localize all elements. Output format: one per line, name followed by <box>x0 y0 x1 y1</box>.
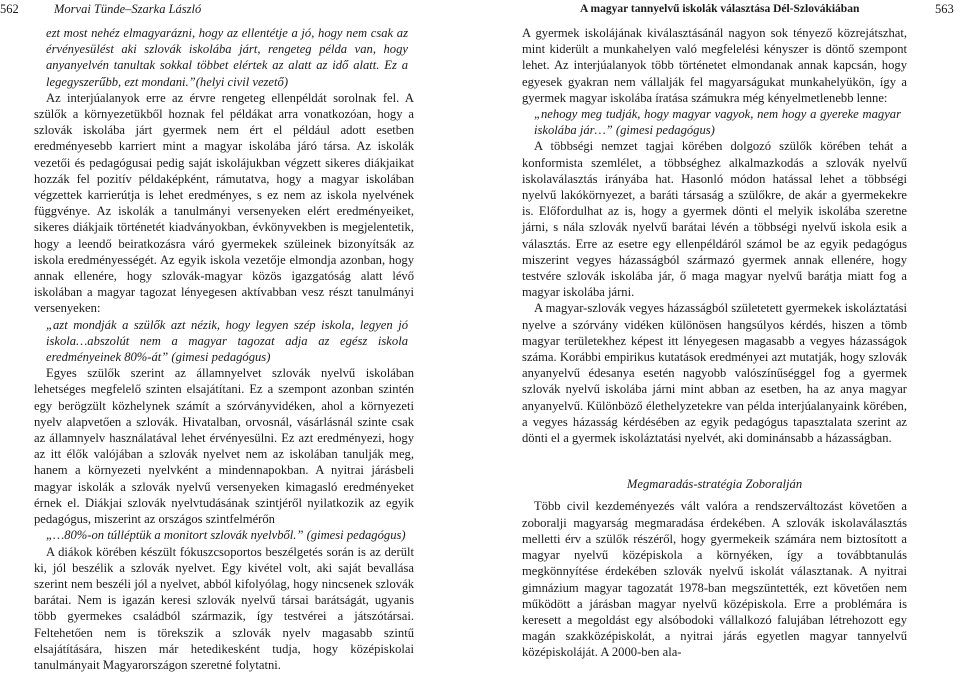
interview-quote: „…80%-on túlléptük a monitort szlovák nyelvből.” (gimesi pedagógus) <box>34 527 414 543</box>
paragraph: A gyermek iskolájának kiválasztásánál nagyon sok tényező közrejátszhat, mint kiderült a munkahelyen való megfelelési kényszer is döntő szempont lehet. Az interjúalanyok több történetet elmondanak annak kapcsán, hogy egyesek gyakran nem vállalják fel magyarságukat munkahelyükön, így a gyermek magyar iskolába íratása számukra még kényelmetlenebb lenne: <box>522 25 907 106</box>
left-text-column <box>34 25 414 673</box>
interview-quote: „nehogy meg tudják, hogy magyar vagyok, nem hogy a gyereke magyar iskolába jár…” (gimesi pedagógus) <box>522 106 907 138</box>
section-heading: Megmaradás-stratégia Zoboralján <box>522 476 907 492</box>
right-text-column <box>522 25 907 661</box>
paragraph: A diákok körében készült fókuszcsoportos beszélgetés során is az derült ki, jól beszélik a szlovák nyelvet. Egy kivétel volt, aki saját bevallása szerint nem beszéli jól a nyelvet, abból kifolyólag, hogy nincsenek szlovák barátai. Nem is igazán keresi szlovák nyelvű társai barátságát, ugyanis több gyermekes családból származik, így testvérei a játszótársai. Feltehetően nem is törekszik a szlovák nyelv magasabb szintű elsajátítására, hiszen már hetedikesként tudja, hogy középiskolai tanulmányait Magyarországon szeretné folytatni. <box>34 544 414 673</box>
paragraph: A magyar-szlovák vegyes házasságból születetett gyermekek iskoláztatási nyelve a szórvány vidéken különösen hangsúlyos kérdés, hiszen a tömb magyar területekhez képest itt lényegesen magasabb a vegyes házasságok száma. Korábbi empirikus kutatások eredményei azt mutatják, hogy szlovák anyanyelvű édesanya esetén nagyobb valószínűséggel fog a gyermek szlovák nyelvű iskolába járni mint abban az esetben, ha az anya magyar anyanyelvű. Különböző élethelyzetekre van példa interjúalanyaink körében, a vegyes házasság kérdésében az egyik pedagógus tapasztalata szerint az dönti el a gyermek iskoláztatási nyelvét, aki dominánsabb a házasságban. <box>522 300 907 446</box>
interview-quote: „azt mondják a szülők azt nézik, hogy legyen szép iskola, legyen jó iskola…abszolút nem a magyar tagozat adja az egész iskola eredményeinek 80%-át” (gimesi pedagógus) <box>34 317 414 366</box>
page-number: 563 <box>935 1 954 17</box>
paragraph: A többségi nemzet tagjai körében dolgozó szülők körében tehát a konformista szemlélet, a többséghez alkalmazkodás a szlovák nyelvű iskolaválasztás irányába hat. Hasonló módon hatással lehet a többségi nyelvű lakókörnyezet, a baráti társaság a szülőkre, de akár a gyermekekre is. Előfordulhat az is, hogy a gyermek dönti el melyik iskolába szeretne járni, s nála szlovák nyelvű barátai lévén a többségi nyelvű iskola esik a választás. Erre az esetre egy ellenpéldáról számol be az egyik pedagógus miszerint vegyes házasságból származó gyermek annak ellenére, hogy testvére szlovák iskolába jár, ő maga magyar nyelvű barátja miatt fog a magyar iskolába járni. <box>522 138 907 300</box>
running-head: A magyar tannyelvű iskolák választása Dél-Szlovákiában <box>580 1 859 17</box>
left-page <box>0 0 480 643</box>
paragraph: Az interjúalanyok erre az érvre rengeteg ellenpéldát sorolnak fel. A szülők a környezetükből hoznak fel példákat arra vonatkozóan, hogy a szlovák iskolába járt gyermek nem ért el például adott esetben eredményesebb karriert mint a magyar iskolába járó társa. Az iskolák vezetői és pedagógusai pedig saját iskolájukban végzett sikeres diákjaikat hozzák fel pozitív példaképként, rámutatva, hogy a magyar iskolában végzettek karrierútja is lehet eredményes, s ez nem az iskola nyelvének függvénye. Az iskolák a tanulmányi versenyeken elért eredményeiket, sikeres diákjaik történetét kiadványokban, évkönyvekben is megjelentetik, hogy a leendő beiratkozásra váró gyermekek szüleinek bizonyítsák az iskola eredményességét. Az egyik iskola vezetője elmondja azonban, hogy annak ellenére, hogy szlovák-magyar közös igazgatóság alatt lévő iskolában a magyar tagozat lényegesen aktívabban vesz részt tanulmányi versenyeken: <box>34 90 414 317</box>
right-page <box>480 0 960 643</box>
interview-quote: ezt most nehéz elmagyarázni, hogy az ellentétje a jó, hogy nem csak az érvényesülést aki szlovák iskolába járt, rengeteg példa van, hogy anyanyelvén tanultak sokkal többet elértek az alatt az idő alatt. Ez a legegyszerűbb, ezt mondani.”(helyi civil vezető) <box>34 25 414 90</box>
page-number: 562 <box>0 1 19 17</box>
running-head: Morvai Tünde–Szarka László <box>54 1 201 17</box>
paragraph: Több civil kezdeményezés vált valóra a rendszerváltozást követően a zoboralji magyarság megmaradása érdekében. A szlovák iskolaválasztás melletti érv a szülők részéről, hogy gyermekeik számára nem biztosított a magyar nyelvű középiskola a környéken, így a továbbtanulás megkönnyítése érdekében szlovák nyelvű iskolát választanak. A nyitrai gimnázium magyar tagozatát 1978-ban megszüntették, ezt követően nem működött a járásban magyar nyelvű középiskola. Erre a problémára is keresett a megoldást egy alsóbodoki vállalkozó falujában létrehozott egy magán szakközépiskolát, a nyitrai járás egyetlen magyar tannyelvű középiskoláját. A 2000-ben ala- <box>522 498 907 660</box>
paragraph: Egyes szülők szerint az államnyelvet szlovák nyelvű iskolában lehetséges megfelelő szinten elsajátítani. Ez a szempont azonban szintén egy berögzült közhelynek számít a szórványvidéken, ahol a környezeti nyelv alapvetően a szlovák. Hivatalban, orvosnál, vásárlásnál szinte csak az államnyelv használatával lehet érvényesülni. Ez azt eredményezi, hogy az itt élők valójában a szlovák nyelvet nem az iskolában tanulják meg, hanem a környezeti nyelvként a mindennapokban. A nyitrai járásbeli magyar iskolák a szlovák nyelvű versenyeken kimagasló eredményeket érnek el. Diákjai szlovák nyelvtudásának szintjéről nyilatkozik az egyik pedagógus, miszerint az országos szintfelmérőn <box>34 365 414 527</box>
